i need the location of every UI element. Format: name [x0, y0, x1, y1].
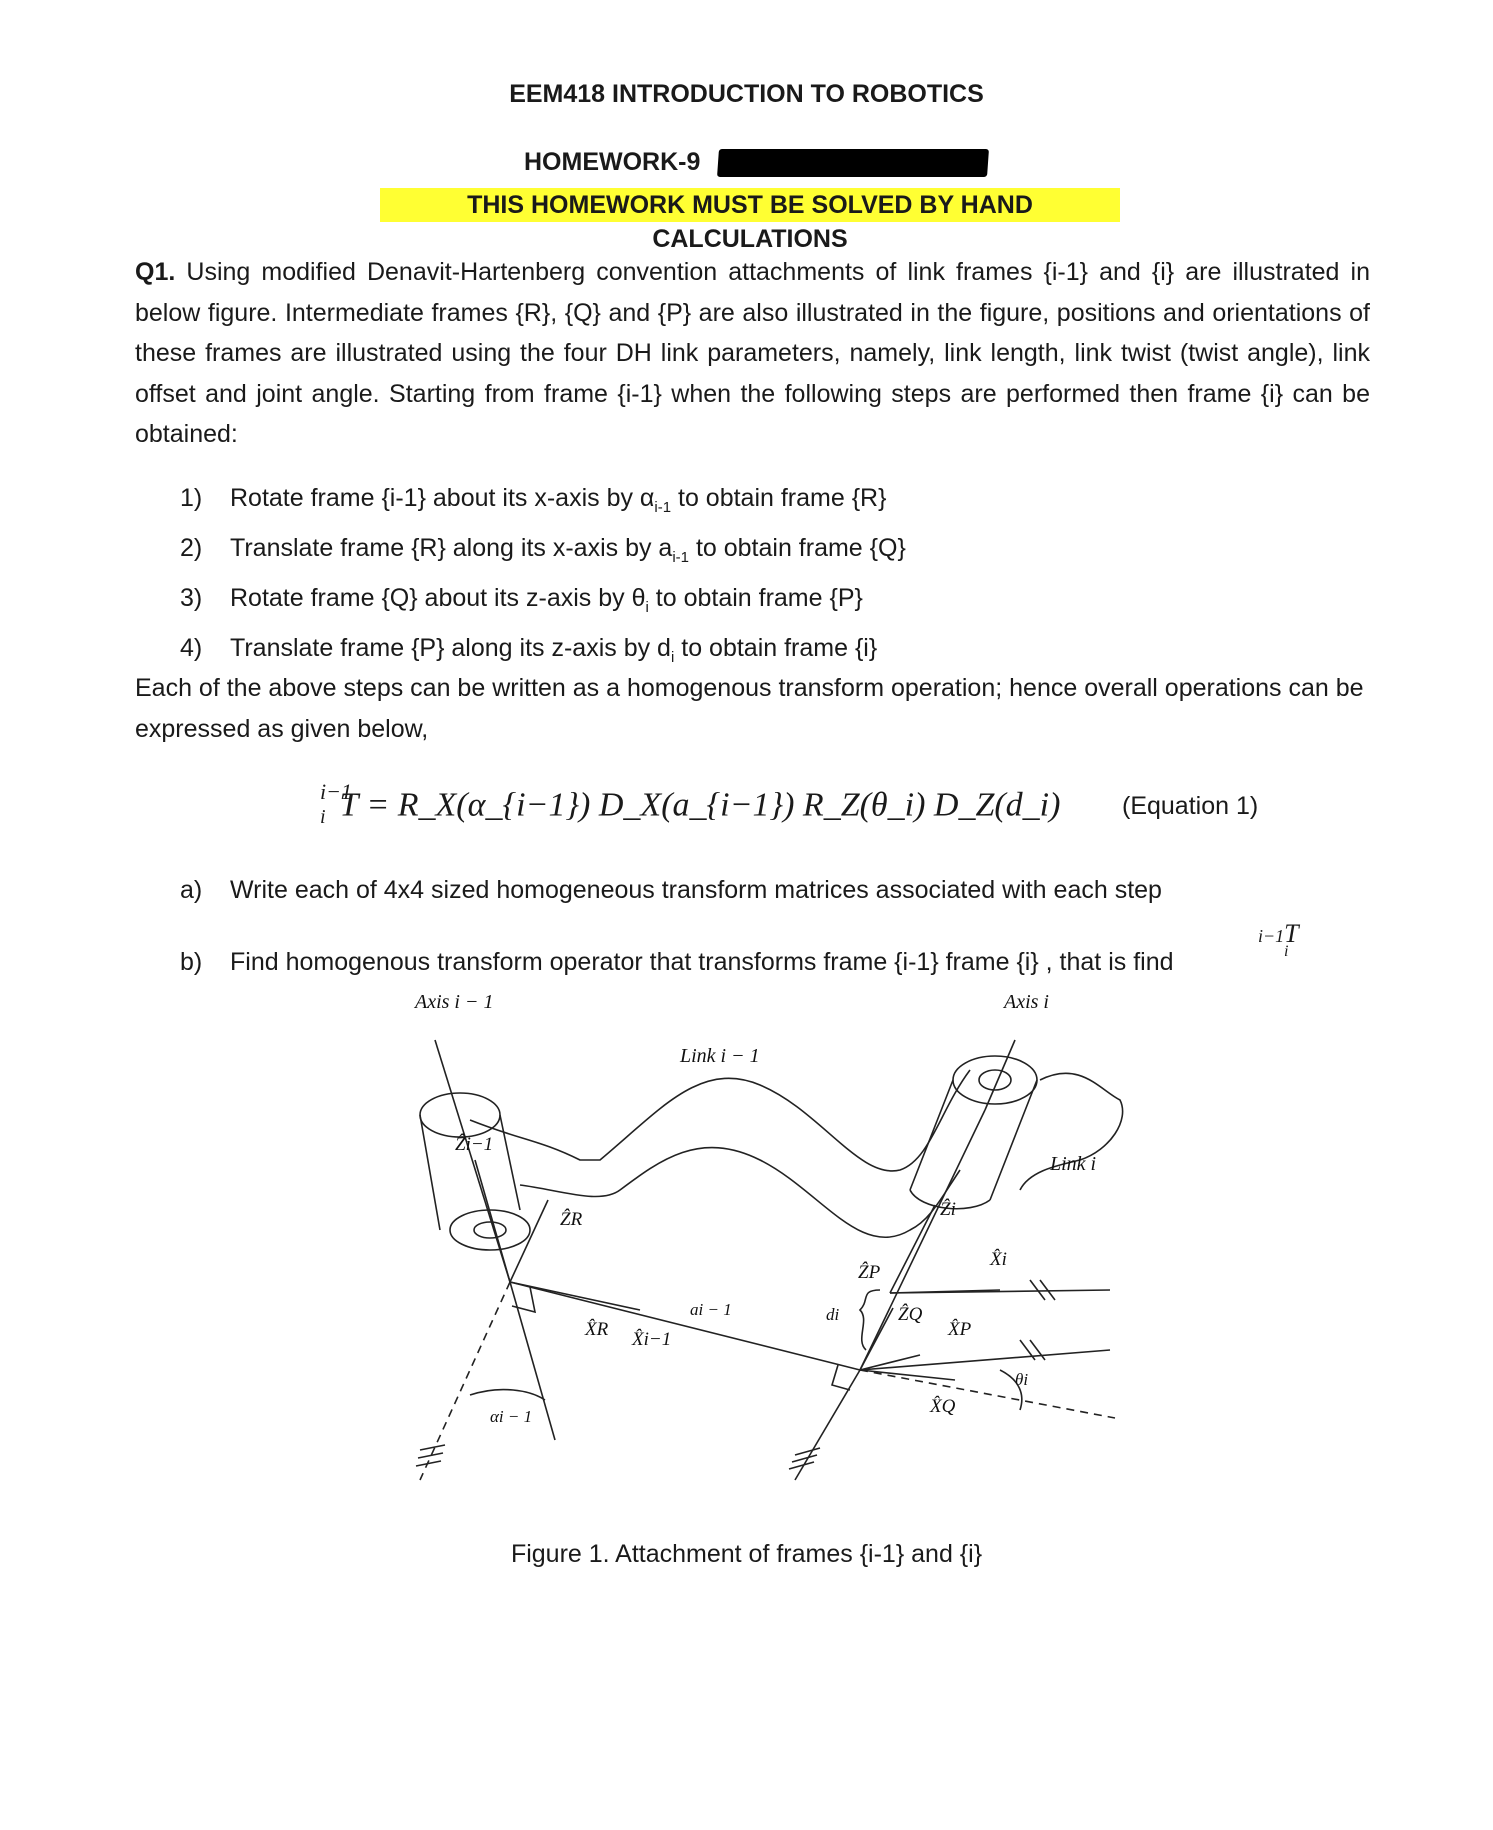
- label-z-prev: Ẑi−1: [455, 1134, 494, 1155]
- course-title: EEM418 INTRODUCTION TO ROBOTICS: [509, 80, 984, 108]
- transform-symbol: i−1T $^i$: [1258, 919, 1299, 960]
- label-a-prev: ai − 1: [690, 1300, 732, 1319]
- equation-body: T = R_X(α_{i−1}) D_X(a_{i−1}) R_Z(θ_i) D_Z(d_i): [339, 786, 1061, 824]
- homework-label: HOMEWORK-9: [524, 148, 701, 176]
- warning-text: THIS HOMEWORK MUST BE SOLVED BY HAND CALCULATIONS: [467, 191, 1033, 253]
- label-z-r: ẐR: [560, 1209, 583, 1230]
- label-x-i: X̂i: [990, 1249, 1007, 1270]
- question-label: Q1.: [135, 258, 176, 286]
- step-item: 3) Rotate frame {Q} about its z-axis by $\theta_i$ to obtain frame {P}: [180, 584, 863, 616]
- label-alpha-prev: αi − 1: [490, 1407, 533, 1426]
- step-item: 2) Translate frame {R} along its x-axis by $a_{i-1}$ to obtain frame {Q}: [180, 534, 906, 566]
- part-b: b) Find homogenous transform operator that transforms frame {i-1} frame {i} , that is find: [180, 948, 1174, 976]
- label-x-prev: X̂i−1: [632, 1329, 672, 1350]
- label-d-i: di: [826, 1305, 840, 1324]
- figure-caption: Figure 1. Attachment of frames {i-1} and {i}: [510, 1540, 983, 1568]
- label-link-prev: Link i − 1: [680, 1045, 760, 1067]
- part-b-text: Find homogenous transform operator that transforms frame {i-1} frame {i} , that is find: [230, 948, 1174, 976]
- transform-paragraph: Each of the above steps can be written as a homogenous transform operation; hence overall operations can be expressed as given below,: [135, 674, 1364, 743]
- step-item: 4) Translate frame {P} along its z-axis by $d_i$ to obtain frame {i}: [180, 634, 878, 666]
- question-text: Using modified Denavit-Hartenberg convention attachments of link frames {i-1} and {i} are illustrated in below figure. Intermediate frames {R}, {Q} and {P} are also illustrated in the figure, positions and orientations of these frames are illustrated using the four DH link parameters, namely, link length, link twist (twist angle), link offset and joint angle. Starting from frame {i-1} when the following steps are performed then frame {i} can be obtained:: [135, 258, 1370, 448]
- label-axis-prev: Axis i − 1: [415, 991, 494, 1013]
- equation: $^{i-1}_i$ T = R_X(α_{i−1}) D_X(a_{i−1}) R_Z(θ_i) D_Z(d_i): [319, 779, 1061, 829]
- part-a-text: Write each of 4x4 sized homogeneous transform matrices associated with each step: [230, 876, 1162, 904]
- label-link-i: Link i: [1050, 1153, 1097, 1175]
- part-a: a) Write each of 4x4 sized homogeneous transform matrices associated with each step: [180, 876, 1162, 904]
- equation-label: (Equation 1): [1122, 792, 1259, 820]
- label-x-r: X̂R: [585, 1319, 609, 1340]
- label-axis-i: Axis i: [1004, 991, 1049, 1013]
- label-z-q: ẐQ: [898, 1304, 923, 1325]
- label-theta-i: θi: [1015, 1370, 1029, 1389]
- label-x-p: X̂P: [948, 1319, 972, 1340]
- label-x-q: X̂Q: [930, 1396, 956, 1417]
- label-z-p: ẐP: [858, 1262, 881, 1283]
- label-z-i: Ẑi: [940, 1199, 956, 1220]
- step-item: 1) Rotate frame {i-1} about its x-axis by $\alpha_{i-1}$ to obtain frame {R}: [180, 484, 887, 516]
